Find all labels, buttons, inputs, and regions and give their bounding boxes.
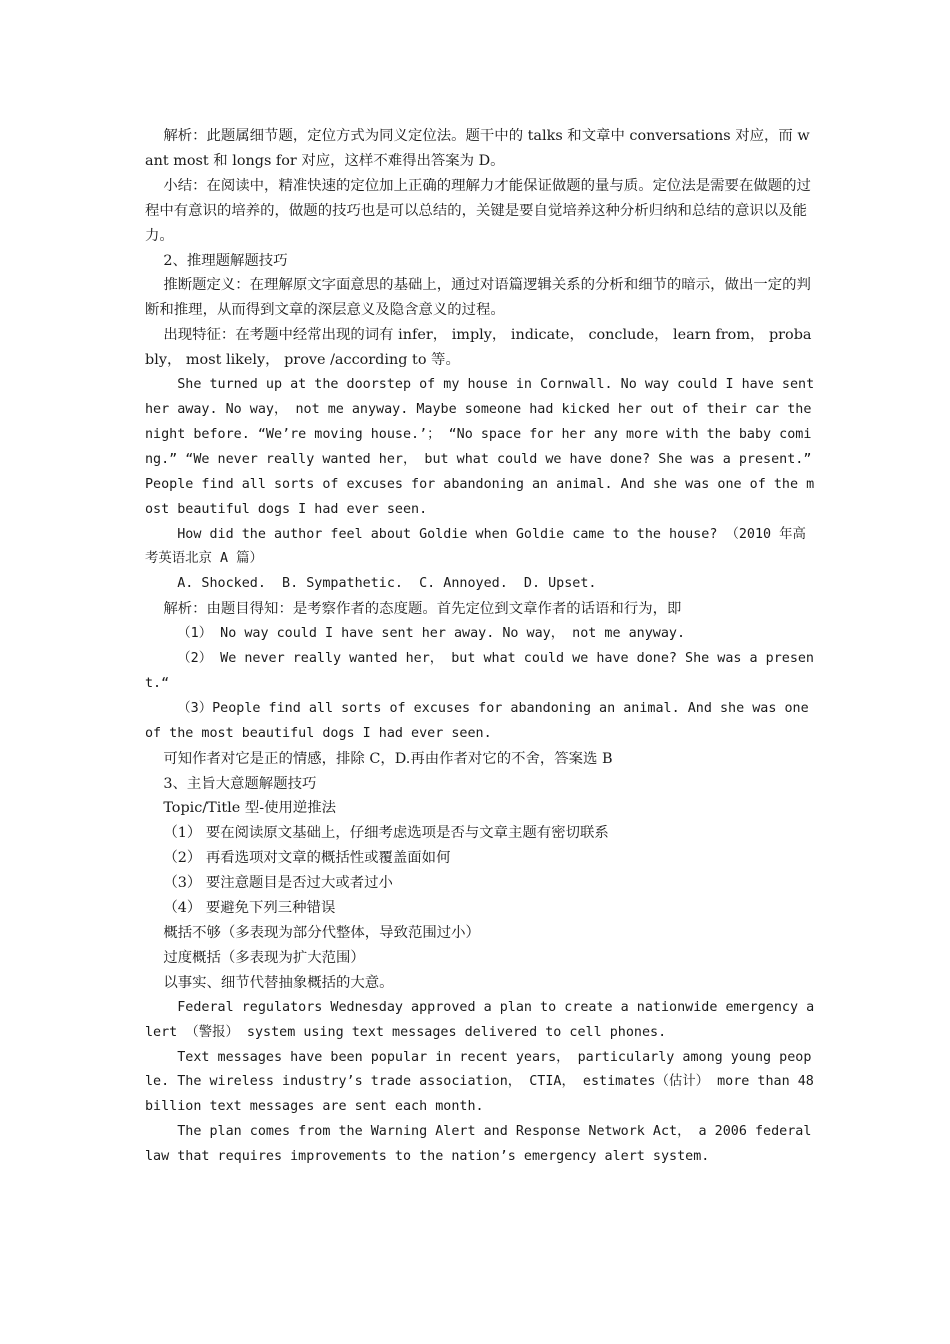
paragraph-summary: 小结：在阅读中，精准快速的定位加上正确的理解力才能保证做题的量与质。定位法是需要在做题的过程中有意识的培养的，做题的技巧也是可以总结的，关键是要自觉培养这种分析归纳和总结的意识以及能力。	[145, 177, 811, 244]
list-item-1: （1） 要在阅读原文基础上，仔细考虑选项是否与文章主题有密切联系	[145, 825, 609, 842]
paragraph-inference-analysis: 解析：由题目得知：是考察作者的态度题。首先定位到文章作者的话语和行为，即	[145, 601, 682, 618]
document-body	[145, 124, 823, 1170]
question-goldie: How did the author feel about Goldie when Goldie came to the house? （2010 年高考英语北京 A 篇）	[145, 526, 806, 567]
error-type-2: 过度概括（多表现为扩大范围）	[145, 949, 365, 966]
paragraph-topic-title: Topic/Title 型-使用逆推法	[145, 800, 337, 817]
paragraph-detail-analysis: 解析：此题属细节题，定位方式为同义定位法。题干中的 talks 和文章中 conversations 对应，而 want most 和 longs for 对应，这样不难得出答案为 D。	[145, 128, 810, 169]
quote-2: （2） We never really wanted her， but what could we have done? She was a present.“	[145, 651, 814, 691]
list-item-4: （4） 要避免下列三种错误	[145, 900, 336, 917]
error-type-3: 以事实、细节代替抽象概括的大意。	[145, 974, 394, 991]
passage-alert-1: Federal regulators Wednesday approved a plan to create a nationwide emergency alert （警报） system using text messages delivered to cell phones.	[145, 999, 815, 1040]
section-heading-inference: 2、推理题解题技巧	[145, 252, 288, 269]
paragraph-inference-keywords: 出现特征：在考题中经常出现的词有 infer， imply， indicate， conclude， learn from， probably， most likely， prove /according to 等。	[145, 327, 812, 369]
error-type-1: 概括不够（多表现为部分代整体，导致范围过小）	[145, 925, 480, 941]
passage-goldie: She turned up at the doorstep of my house in Cornwall. No way could I have sent her away. No way， not me anyway. Maybe someone had kicked her out of their car the night before. “We’re moving house.’； “No space for her any more with the baby coming.” “We never really wanted her， but what could we have done? She was a present.” People find all sorts of excuses for abandoning an animal. And she was one of the most beautiful dogs I had ever seen.	[145, 377, 823, 517]
passage-alert-3: The plan comes from the Warning Alert and Response Network Act， a 2006 federal law that requires improvements to the nation’s emergency alert system.	[145, 1124, 820, 1165]
list-item-3: （3） 要注意题目是否过大或者过小	[145, 875, 393, 892]
paragraph-inference-definition: 推断题定义：在理解原文字面意思的基础上，通过对语篇逻辑关系的分析和细节的暗示，做出一定的判断和推理，从而得到文章的深层意义及隐含意义的过程。	[145, 277, 811, 319]
paragraph-inference-conclusion: 可知作者对它是正的情感，排除 C，D.再由作者对它的不舍，答案选 B	[145, 750, 613, 767]
list-item-2: （2） 再看选项对文章的概括性或覆盖面如何	[145, 850, 451, 867]
question-options: A. Shocked. B. Sympathetic. C. Annoyed. D. Upset.	[145, 576, 597, 592]
section-heading-main-idea: 3、主旨大意题解题技巧	[145, 775, 317, 792]
quote-3: （3）People find all sorts of excuses for abandoning an animal. And she was one of the most beautiful dogs I had ever seen.	[145, 700, 817, 741]
quote-1: （1） No way could I have sent her away. No way， not me anyway.	[145, 626, 686, 642]
passage-alert-2: Text messages have been popular in recent years， particularly among young people. The wireless industry’s trade association， CTIA， estimates（估计） more than 48 billion text messages are sent each month.	[145, 1049, 822, 1115]
